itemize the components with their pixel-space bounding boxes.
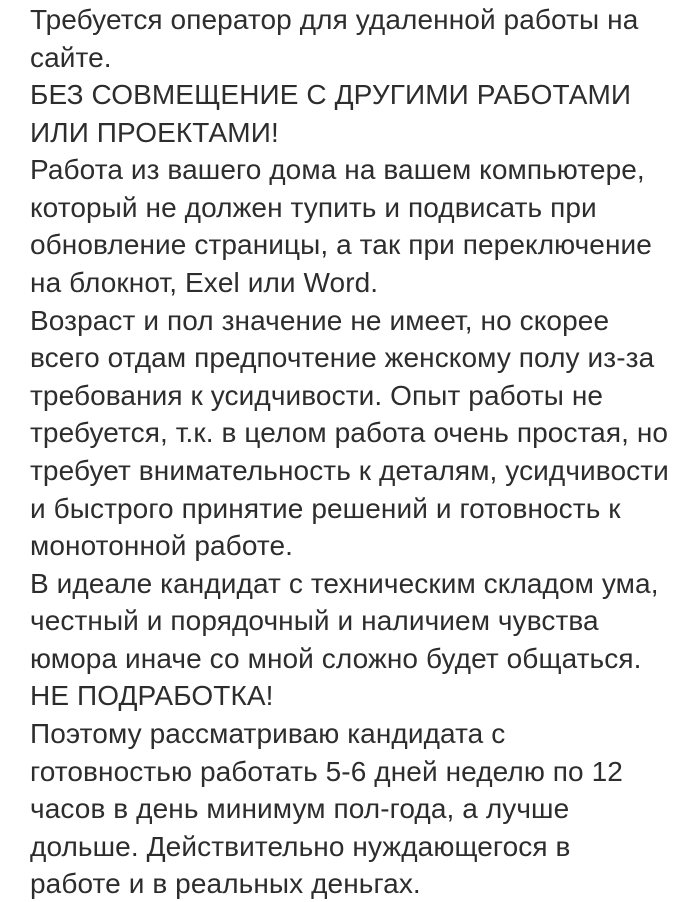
job-post-text [30,1,680,902]
text-line: требует внимательность к деталям, усидчивости [30,454,669,486]
text-line: работе и в реальных деньгах. [30,868,421,900]
text-line: и быстрого принятие решений и готовность к [30,492,621,524]
text-line: Требуется оператор для удаленной работы на [30,4,639,35]
text-line: Работа из вашего дома на вашем компьютере, [30,154,645,186]
text-line: НЕ ПОДРАБОТКА! [30,680,274,712]
text-line: Возраст и пол значение не имеет, но скорее [30,304,610,336]
text-line: монотонной работе. [30,530,294,562]
text-line: который не должен тупить и подвисать при [30,191,597,223]
text-line: требуется, т.к. в целом работа очень простая, но [30,417,669,449]
text-line: Поэтому рассматриваю кандидата с [30,717,506,749]
text-line: на блокнот, Exel или Word. [30,267,379,299]
text-line: дольше. Действительно нуждающегося в [30,830,571,862]
text-line: честный и порядочный и наличием чувства [30,605,599,637]
text-line: ИЛИ ПРОЕКТАМИ! [30,116,279,148]
text-line: всего отдам предпочтение женскому полу из-за [30,342,655,374]
text-line: юмора иначе со мной сложно будет общаться. [30,642,642,674]
text-line: обновление страницы, а так при переключение [30,229,652,261]
text-line: готовностью работать 5-6 дней неделю по 12 [30,755,623,787]
text-line: В идеале кандидат с техническим складом ума, [30,567,659,599]
text-line: требования к усидчивости. Опыт работы не [30,379,604,411]
text-line: часов в день минимум пол-года, а лучше [30,793,570,825]
text-line: БЕЗ СОВМЕЩЕНИЕ С ДРУГИМИ РАБОТАМИ [30,79,632,111]
text-line: сайте. [30,41,112,73]
